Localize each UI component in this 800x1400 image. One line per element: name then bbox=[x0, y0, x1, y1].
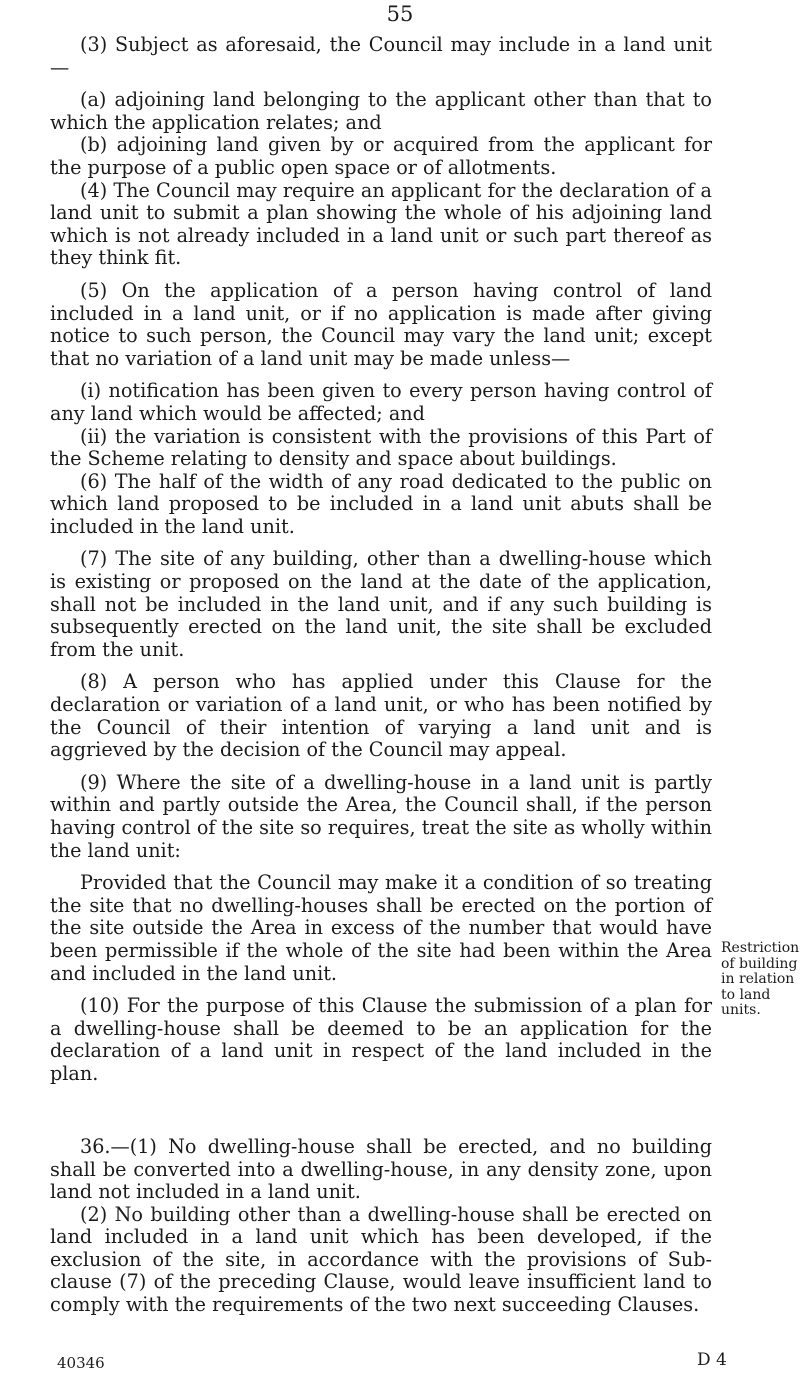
subparagraph: (a) adjoining land belonging to the applicant other than that to which the application relates; and bbox=[50, 88, 712, 134]
paragraph: (7) The site of any building, other than a dwelling-house which is existing or proposed on the land at the date of the application, shall not be included in the land unit, and if any such building is subsequently erected on the land unit, the site shall be excluded from the unit. bbox=[50, 547, 712, 661]
printer-code: 40346 bbox=[57, 1354, 105, 1372]
subparagraph: (2) No building other than a dwelling-house shall be erected on land included in a land unit which has been developed, if the exclusion of the site, in accordance with the provisions of Sub-clause (7) of the preceding Clause, would leave insufficient land to comply with the requirements of the two next succeeding Clauses. bbox=[50, 1202, 712, 1317]
paragraph: (8) A person who has applied under this Clause for the declaration or variation of a land unit, or who has been notified by the Council of their intention of varying a land unit and is aggrieved by the decision of the Council may appeal. bbox=[50, 670, 712, 762]
paragraph: (9) Where the site of a dwelling-house in a land unit is partly within and partly outside the Area, the Council shall, if the person having control of the site so requires, treat the site as wholly within the land unit: bbox=[50, 770, 712, 862]
paragraph: (5) On the application of a person having control of land included in a land unit, or if no application is made after giving notice to such person, the Council may vary the land unit; except that no variation of a land unit may be made unless— bbox=[50, 278, 712, 370]
margin-note-line: Restriction bbox=[721, 940, 800, 956]
margin-note-line: units. bbox=[721, 1002, 761, 1018]
margin-note-line: of building bbox=[721, 955, 798, 972]
section-gap bbox=[50, 1105, 712, 1117]
subparagraph: 36.—(1) No dwelling-house shall be erected, and no building shall be converted into a dwelling-house, in any density zone, upon land not included in a land unit. bbox=[50, 1134, 712, 1204]
paragraph: (4) The Council may require an applicant for the declaration of a land unit to submit a plan showing the whole of his adjoining land which is not already included in a land unit or such part thereof as they think fit. bbox=[50, 178, 712, 270]
margin-note-line: to land bbox=[721, 986, 771, 1003]
subparagraph: (i) notification has been given to every person having control of any land which would be affected; and bbox=[50, 379, 712, 425]
paragraph: Provided that the Council may make it a condition of so treating the site that no dwelling-houses shall be erected on the portion of the site outside the Area in excess of the number that would have been permissible if the whole of the site had been within the Area and included in the land unit. bbox=[50, 871, 712, 985]
signature-mark: D 4 bbox=[697, 1350, 727, 1370]
paragraph: (6) The half of the width of any road dedicated to the public on which land proposed to be included in a land unit abuts shall be included in the land unit. bbox=[50, 469, 712, 538]
margin-note-line: in relation bbox=[721, 971, 795, 987]
body-text bbox=[50, 34, 712, 1317]
subparagraph: (ii) the variation is consistent with the provisions of this Part of the Scheme relating to density and space about buildings. bbox=[50, 424, 712, 471]
subparagraph: (b) adjoining land given by or acquired from the applicant for the purpose of a public open space or of allotments. bbox=[50, 133, 712, 179]
paragraph: (10) For the purpose of this Clause the submission of a plan for a dwelling-house shall be deemed to be an application for the declaration of a land unit in respect of the land included in the plan. bbox=[50, 994, 712, 1085]
page-number: 55 bbox=[386, 2, 414, 26]
margin-note bbox=[721, 941, 800, 1019]
paragraph: (3) Subject as aforesaid, the Council may include in a land unit— bbox=[50, 33, 712, 79]
